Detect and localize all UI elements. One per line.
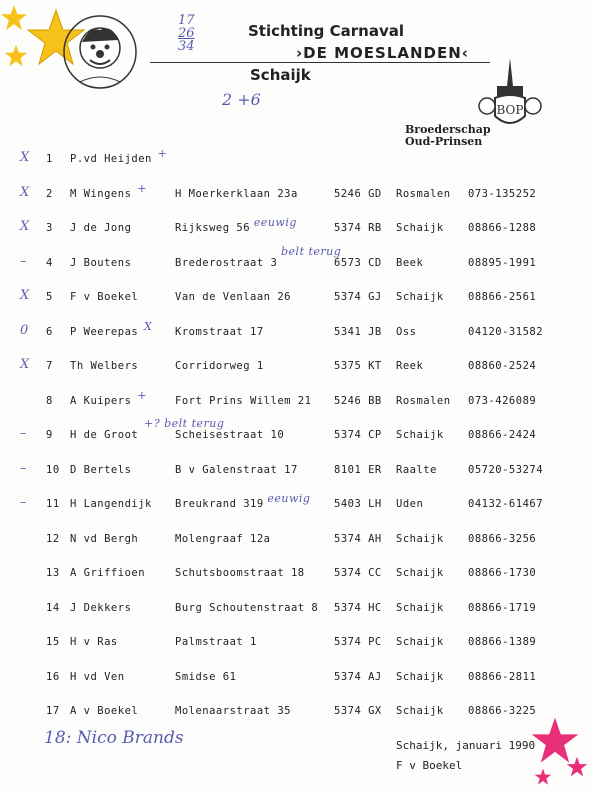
phone-number: 08866-1719 — [468, 601, 537, 614]
foundation-title: Stichting Carnaval — [248, 22, 405, 40]
handwritten-note: X — [144, 319, 153, 333]
postal-code: 5374 PC — [334, 636, 382, 648]
row-number: 6 — [46, 325, 53, 338]
row-number: 10 — [46, 463, 60, 476]
street-address: Burg Schoutenstraat 8 — [175, 601, 319, 614]
member-name: M Wingens — [70, 187, 132, 200]
member-name: P Weerepas — [70, 325, 139, 338]
postal-code: 5374 CP — [334, 429, 382, 441]
table-row — [0, 147, 595, 173]
row-number: 12 — [46, 532, 60, 545]
handwritten-note: +? belt terug — [144, 417, 225, 430]
row-mark: – — [20, 460, 27, 476]
city-name: Uden — [396, 498, 424, 510]
city-name: Schaijk — [396, 601, 444, 614]
phone-number: 073-135252 — [468, 187, 537, 200]
phone-number: 08866-2811 — [468, 670, 537, 683]
table-row — [0, 181, 595, 208]
postal-code: 5374 AH — [334, 532, 382, 545]
postal-code: 5374 CC — [334, 567, 382, 579]
street-address: Breukrand 319 — [175, 498, 264, 510]
street-address: Kromstraat 17 — [175, 325, 264, 338]
phone-number: 08895-1991 — [468, 256, 537, 269]
phone-number: 08866-2424 — [468, 429, 537, 441]
signer-name: F v Boekel — [396, 759, 463, 772]
table-row — [0, 288, 595, 311]
phone-number: 08866-1389 — [468, 636, 537, 648]
street-address: Van de Venlaan 26 — [175, 291, 291, 303]
table-row — [0, 216, 595, 242]
crest-caption — [405, 124, 491, 148]
street-address: H Moerkerklaan 23a — [175, 187, 298, 200]
street-address: Rijksweg 56 — [175, 222, 251, 234]
handwritten-tally — [178, 14, 195, 53]
row-number: 9 — [46, 429, 53, 441]
street-address: Fort Prins Willem 21 — [175, 394, 312, 407]
phone-number: 04120-31582 — [468, 325, 544, 338]
table-row — [0, 244, 595, 277]
table-row — [0, 417, 595, 449]
street-address: Schutsboomstraat 18 — [175, 567, 305, 579]
city-name: Raalte — [396, 463, 437, 476]
row-number: 8 — [46, 394, 53, 407]
member-name: Th Welbers — [70, 360, 139, 372]
postal-code: 5246 GD — [334, 187, 382, 200]
member-name: H Langendijk — [70, 498, 152, 510]
signature-block — [396, 736, 535, 776]
handwritten-addition: 18: Nico Brands — [44, 728, 184, 748]
postal-code: 5375 KT — [334, 360, 382, 372]
table-row — [0, 602, 595, 622]
city-name: Schaijk — [396, 429, 444, 441]
row-mark: X — [20, 219, 30, 234]
crest-caption-line: Oud-Prinsen — [405, 135, 483, 148]
gold-star-icon — [0, 4, 28, 32]
row-mark: X — [20, 288, 30, 303]
row-number: 7 — [46, 360, 53, 372]
table-row — [0, 636, 595, 656]
phone-number: 073-426089 — [468, 394, 537, 407]
row-number: 5 — [46, 291, 53, 303]
phone-number: 08866-2561 — [468, 291, 537, 303]
row-mark: – — [20, 426, 27, 441]
row-mark: X — [20, 357, 30, 372]
row-number: 13 — [46, 567, 60, 579]
member-name: A v Boekel — [70, 705, 139, 717]
crest-caption-line: Broederschap — [405, 123, 491, 136]
city-name: Beek — [396, 256, 424, 269]
organization-name: ›DE MOESLANDEN‹ — [296, 44, 469, 62]
phone-number: 05720-53274 — [468, 463, 544, 476]
city-name: Schaijk — [396, 636, 444, 648]
postal-code: 8101 ER — [334, 463, 382, 476]
table-row — [0, 357, 595, 380]
row-mark: X — [20, 150, 30, 165]
row-number: 15 — [46, 636, 60, 648]
city-name: Schaijk — [396, 291, 444, 303]
phone-number: 08860-2524 — [468, 360, 537, 372]
handwritten-note: + — [137, 388, 147, 402]
carnival-seal-logo — [60, 12, 140, 92]
row-mark: X — [20, 184, 30, 200]
phone-number: 04132-61467 — [468, 498, 544, 510]
postal-code: 5374 RB — [334, 222, 382, 234]
table-row — [0, 319, 595, 346]
member-name: P.vd Heijden — [70, 153, 152, 165]
member-name: H vd Ven — [70, 670, 125, 683]
street-address: Molenaarstraat 35 — [175, 705, 291, 717]
row-number: 14 — [46, 601, 60, 614]
member-name: H de Groot — [70, 429, 139, 441]
handwritten-note: + — [137, 181, 147, 195]
phone-number: 08866-3225 — [468, 705, 537, 717]
street-address: Molengraaf 12a — [175, 532, 271, 545]
city-name: Schaijk — [396, 567, 444, 579]
city-name: Schaijk — [396, 705, 444, 717]
place-date: Schaijk, januari 1990 — [396, 739, 536, 752]
row-number: 16 — [46, 670, 60, 683]
street-address: Brederostraat 3 — [175, 256, 278, 269]
row-mark: 0 — [20, 322, 29, 338]
postal-code: 5374 GJ — [334, 291, 382, 303]
handwritten-note: + — [157, 147, 168, 160]
table-row — [0, 705, 595, 725]
postal-code: 5374 GX — [334, 705, 382, 717]
postal-code: 5374 AJ — [334, 670, 382, 683]
city-name: Rosmalen — [396, 394, 451, 407]
table-row — [0, 388, 595, 415]
postal-code: 5403 LH — [334, 498, 382, 510]
gold-star-icon — [4, 44, 28, 68]
pink-star-icon — [534, 768, 552, 786]
row-number: 1 — [46, 153, 53, 165]
row-mark: – — [20, 253, 27, 269]
pink-star-icon — [566, 756, 588, 778]
postal-code: 6573 CD — [334, 256, 382, 269]
table-row — [0, 567, 595, 587]
handwritten-note: eeuwig — [253, 216, 297, 229]
street-address: Corridorweg 1 — [175, 360, 264, 372]
handwritten-note: eeuwig — [267, 492, 311, 505]
phone-number: 08866-1730 — [468, 567, 537, 579]
city-name: Schaijk — [396, 670, 444, 683]
tally-number: 26 — [178, 26, 195, 41]
town-name: Schaijk — [250, 66, 311, 84]
city-name: Oss — [396, 325, 417, 338]
city-name: Rosmalen — [396, 187, 451, 200]
row-number: 3 — [46, 222, 53, 234]
member-name: F v Boekel — [70, 291, 139, 303]
header-divider — [150, 62, 490, 63]
postal-code: 5374 HC — [334, 601, 382, 614]
member-name: J Boutens — [70, 256, 132, 269]
postal-code: 5246 BB — [334, 394, 382, 407]
handwritten-count: 2 +6 — [222, 90, 261, 109]
member-name: J de Jong — [70, 222, 132, 234]
city-name: Reek — [396, 360, 424, 372]
handwritten-note: belt terug — [281, 244, 342, 258]
city-name: Schaijk — [396, 222, 444, 234]
table-row — [0, 460, 595, 484]
row-number: 17 — [46, 705, 60, 717]
member-name: D Bertels — [70, 463, 132, 476]
street-address: B v Galenstraat 17 — [175, 463, 298, 476]
row-mark: – — [20, 495, 27, 510]
member-name: A Kuipers — [70, 394, 132, 407]
svg-text:BOP: BOP — [496, 103, 524, 117]
street-address: Scheisestraat 10 — [175, 429, 285, 441]
row-number: 2 — [46, 187, 53, 200]
tally-number: 17 — [178, 13, 195, 28]
tally-number: 34 — [178, 39, 195, 54]
city-name: Schaijk — [396, 532, 444, 545]
member-name: A Griffioen — [70, 567, 146, 579]
street-address: Palmstraat 1 — [175, 636, 257, 648]
table-row — [0, 492, 595, 518]
street-address: Smidse 61 — [175, 670, 237, 683]
member-name: N vd Bergh — [70, 532, 139, 545]
postal-code: 5341 JB — [334, 325, 382, 338]
phone-number: 08866-1288 — [468, 222, 537, 234]
member-name: H v Ras — [70, 636, 118, 648]
row-number: 11 — [46, 498, 60, 510]
phone-number: 08866-3256 — [468, 532, 537, 545]
table-row — [0, 533, 595, 553]
table-row — [0, 671, 595, 691]
row-number: 4 — [46, 256, 53, 269]
member-name: J Dekkers — [70, 601, 132, 614]
